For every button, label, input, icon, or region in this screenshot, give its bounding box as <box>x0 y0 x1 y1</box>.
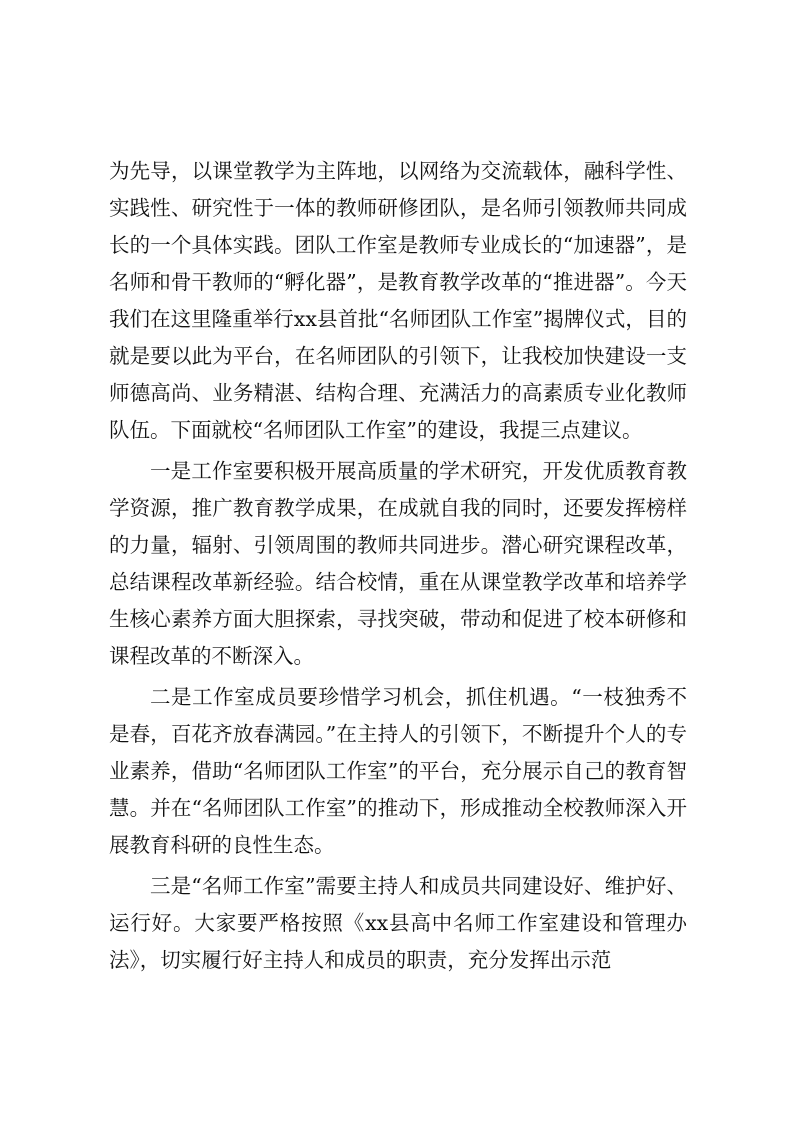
paragraph-suggestion-one: 一是工作室要积极开展高质量的学术研究，开发优质教育教学资源，推广教育教学成果，在成就自我的同时，还要发挥榜样的力量，辐射、引领周围的教师共同进步。潜心研究课程改革，总结课程改革新经验。结合校情，重在从课堂教学改革和培养学生核心素养方面大胆探索，寻找突破，带动和促进了校本研修和课程改革的不断深入。 <box>109 459 687 668</box>
paragraph-continued: 为先导，以课堂教学为主阵地，以网络为交流载体，融科学性、实践性、研究性于一体的教师研修团队，是名师引领教师共同成长的一个具体实践。团队工作室是教师专业成长的“加速器”，是名师和骨干教师的“孵化器”，是教育教学改革的“推进器”。今天我们在这里隆重举行xx县首批“名师团队工作室”揭牌仪式，目的就是要以此为平台，在名师团队的引领下，让我校加快建设一支师德高尚、业务精湛、结构合理、充满活力的高素质专业化教师队伍。下面就校“名师团队工作室”的建设，我提三点建议。 <box>109 159 687 442</box>
paragraph-suggestion-three: 三是“名师工作室”需要主持人和成员共同建设好、维护好、运行好。大家要严格按照《xx县高中名师工作室建设和管理办法》，切实履行好主持人和成员的职责，充分发挥出示范 <box>109 874 687 972</box>
paragraph-suggestion-two: 二是工作室成员要珍惜学习机会，抓住机遇。“一枝独秀不是春，百花齐放春满园。”在主持人的引领下，不断提升个人的专业素养，借助“名师团队工作室”的平台，充分展示自己的教育智慧。并在“名师团队工作室”的推动下，形成推动全校教师深入开展教育科研的良性生态。 <box>109 685 687 857</box>
document-body <box>109 153 687 983</box>
